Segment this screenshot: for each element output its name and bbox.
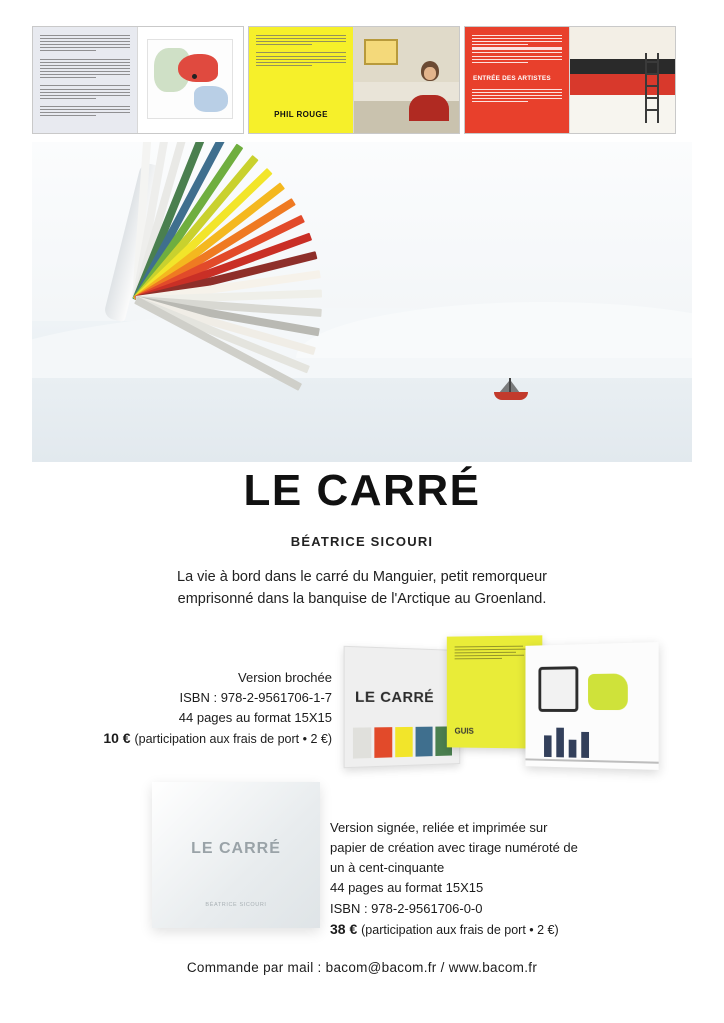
- offer-brochee-price-note: (participation aux frais de port • 2 €): [134, 732, 332, 747]
- offer-brochee-price-row: [60, 728, 332, 750]
- tugboat-illustration: [494, 378, 528, 400]
- yellow-page-word: GUIS: [454, 726, 474, 736]
- book-description: [120, 567, 604, 611]
- book-cover-mockup: [344, 646, 461, 768]
- placeholder-text-lines: [455, 646, 535, 662]
- page-title: LE CARRÉ: [243, 466, 481, 515]
- contact-footer[interactable]: Commande par mail : bacom@bacom.fr / www.bacom.fr: [186, 960, 538, 975]
- ladder-icon: [645, 53, 659, 123]
- thumbnail-spread-1-map-page: [138, 27, 243, 133]
- offer-signee-price: 38 €: [330, 920, 358, 937]
- signed-book-cover-title: LE CARRÉ: [191, 840, 281, 857]
- arctic-map-illustration: [147, 39, 233, 119]
- offer-signee-price-row: [330, 919, 650, 941]
- placeholder-text-lines: [40, 35, 130, 118]
- thumbnail-spread-3-text-page: [465, 27, 570, 133]
- hero-book-photo: [32, 142, 692, 462]
- fanned-book-pages: [122, 156, 452, 416]
- offer-brochee-format: 44 pages au format 15X15: [178, 710, 332, 726]
- thumbnail-spread-3-illustration-page: [570, 27, 675, 133]
- thumbnail-spread-3: [464, 26, 676, 134]
- signed-book-cover-subtitle: BÉATRICE SICOURI: [205, 902, 267, 908]
- offer-signee-name-line-3: un à cent-cinquante: [330, 860, 445, 876]
- thumbnail-spread-2: [248, 26, 460, 134]
- placeholder-text-lines: [256, 35, 346, 68]
- thumbnail-spread-2-text-page: [249, 27, 354, 133]
- offer-signee-photo: [152, 782, 320, 928]
- offer-brochee-isbn: ISBN : 978-2-9561706-1-7: [179, 690, 332, 706]
- offer-signee-name-line-1: Version signée, reliée et imprimée sur: [330, 820, 548, 835]
- offer-signee-format: 44 pages au format 15X15: [330, 880, 484, 896]
- thumbnail-spread-2-title: PHIL ROUGE: [274, 110, 328, 119]
- book-cover-title: LE CARRÉ: [355, 688, 435, 707]
- book-description-line-2: emprisonné dans la banquise de l'Arctique au Groenland.: [177, 590, 547, 607]
- placeholder-text-lines: [472, 35, 562, 65]
- thumbnail-spread-1-text-page: [33, 27, 138, 133]
- offer-signee-name-line-2: papier de création avec tirage numéroté de: [330, 840, 578, 856]
- offer-brochee-photo: [338, 628, 662, 780]
- offer-brochee-name: Version brochée: [238, 670, 332, 685]
- placeholder-text-lines-2: [472, 89, 562, 104]
- offer-brochee-details: [60, 668, 332, 750]
- open-book-illustration-page: [525, 642, 658, 770]
- offer-signee-price-note: (participation aux frais de port • 2 €): [361, 922, 559, 937]
- thumbnail-spread-1: [32, 26, 244, 134]
- cover-color-strip: [353, 726, 452, 758]
- bottles-illustration: [544, 728, 589, 758]
- offer-signee-isbn: ISBN : 978-2-9561706-0-0: [330, 900, 483, 916]
- offer-signee-details: [330, 818, 650, 940]
- thumbnail-spread-2-illustration-page: [354, 27, 459, 133]
- author-name: BÉATRICE SICOURI: [290, 534, 434, 549]
- page-thumbnail-strip: [32, 26, 692, 134]
- book-description-line-1: La vie à bord dans le carré du Manguier, petit remorqueur: [177, 569, 547, 585]
- thumbnail-spread-3-heading: ENTRÉE DES ARTISTES: [473, 75, 551, 82]
- offer-brochee-price: 10 €: [103, 730, 131, 747]
